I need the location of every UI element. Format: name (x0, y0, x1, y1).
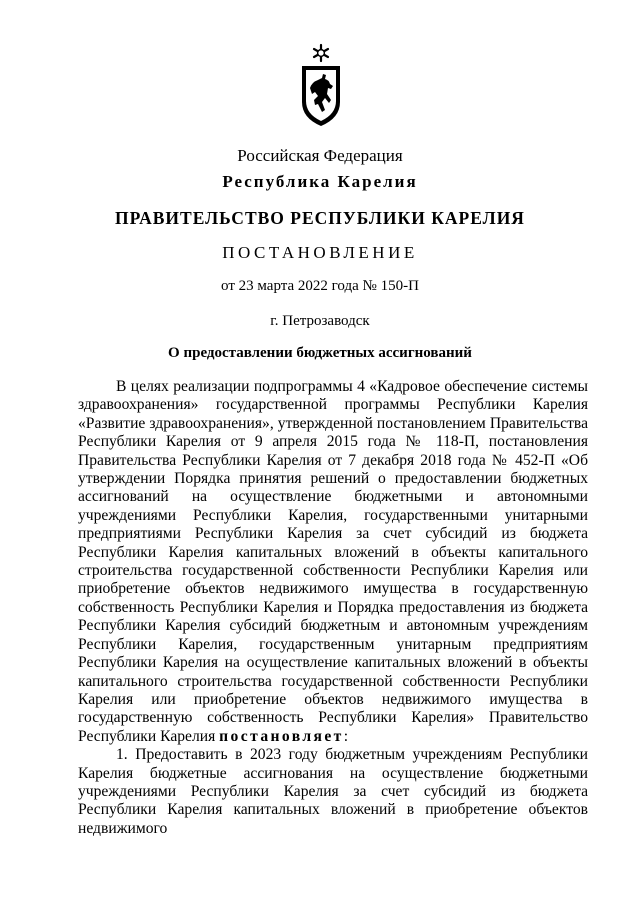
date-number: от 23 марта 2022 года № 150-П (221, 278, 419, 294)
document-type: ПОСТАНОВЛЕНИЕ (222, 243, 418, 262)
republic-name: Республика Карелия (222, 172, 418, 191)
country-name: Российская Федерация (237, 146, 403, 165)
city: г. Петрозаводск (270, 313, 370, 329)
government-title: ПРАВИТЕЛЬСТВО РЕСПУБЛИКИ КАРЕЛИЯ (115, 208, 525, 228)
decree-colon: : (343, 727, 349, 745)
preamble-paragraph (78, 378, 588, 746)
karelia-coat-of-arms-icon (298, 42, 344, 128)
item-1-paragraph: 1. Предоставить в 2023 году бюджетным учреждениям Республики Карелия бюджетные ассигнования на осуществление бюджетными учреждениями Республики Карелия за счет субсидий из бюджета Республики Карелия капитальных вложений в приобретение объектов недвижимого (78, 746, 588, 837)
preamble-text: В целях реализации подпрограммы 4 «Кадровое обеспечение системы здравоохранения» государственной программы Республики Карелия «Развитие здравоохранения», утвержденной постановлением Правительства Республики Карелия от 9 апреля 2015 года № 118-П, постановления Правительства Республики Карелия от 7 декабря 2018 года № 452-П «Об утверждении Порядка принятия решений о предоставлении бюджетных ассигнований на осуществление бюджетными и автономными учреждениями Республики Карелия, государственными унитарными предприятиями Республики Карелия за счет субсидий из бюджета Республики Карелия капитальных вложений в объекты капитального строительства государственной собственности Республики Карелия или приобретение объектов недвижимого имущества в государственную собственность Республики Карелия и Порядка предоставления из бюджета Республики Карелия субсидий бюджетным и автономным учреждениям Республики Карелия, государственным унитарным предприятиям Республики Карелия на осуществление капитальных вложений в объекты капитального строительства государственной собственности Республики Карелия или приобретение объектов недвижимого имущества в государственную собственность Республики Карелия» Правительство Республики Карелия (78, 378, 588, 745)
document-body (78, 378, 588, 838)
document-subject: О предоставлении бюджетных ассигнований (168, 345, 472, 361)
decree-word: постановляет (219, 727, 344, 745)
